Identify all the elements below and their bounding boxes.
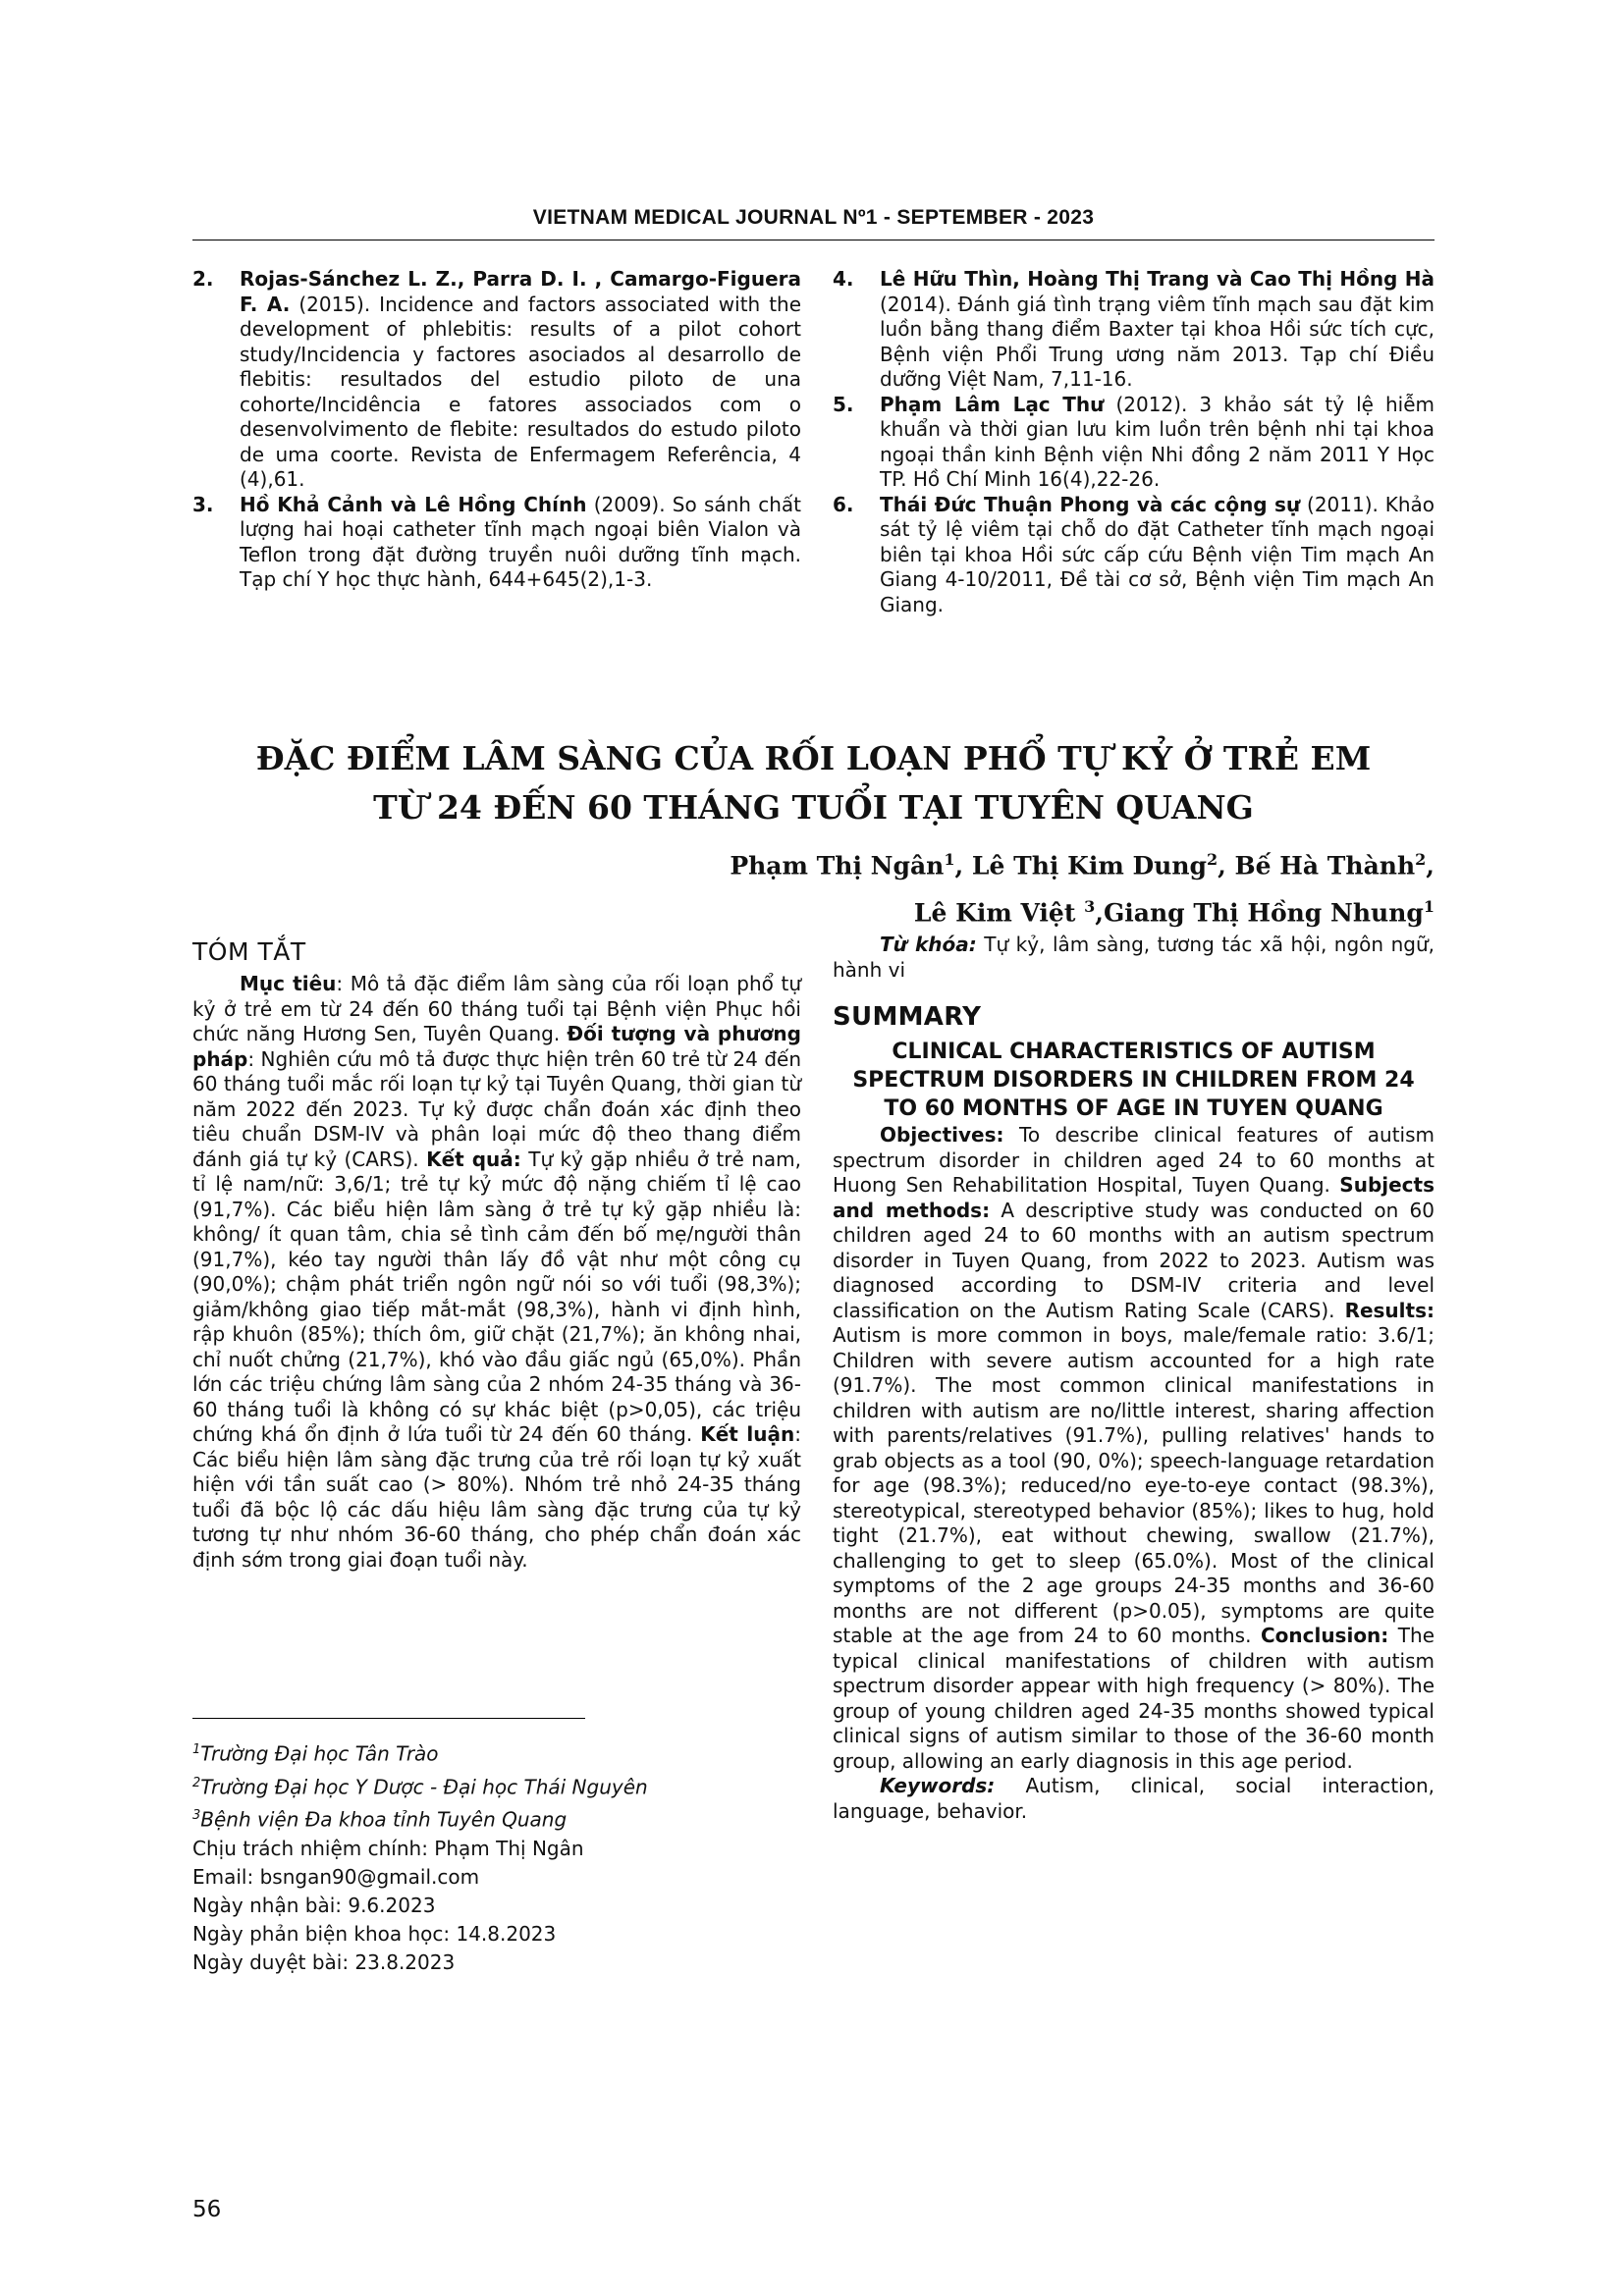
summary-english <box>833 933 1435 1824</box>
footnotes <box>192 1735 801 1977</box>
author-name: Lê Thị Kim Dung <box>971 851 1207 881</box>
author-name: Lê Kim Việt <box>913 898 1085 928</box>
corresponding-author: Chịu trách nhiệm chính: Phạm Thị Ngân <box>192 1836 584 1860</box>
reference-text: (2009). So sánh chất lượng hai hoại catheter tĩnh mạch ngoại biên Vialon và Teflon trong đặt đường truyền nuôi dưỡng tĩnh mạch. Tạp chí Y học thực hành, 644+645(2),1-3. <box>240 492 801 591</box>
author-separator: , <box>1218 851 1235 881</box>
objectives-label: Objectives: <box>880 1123 1004 1147</box>
keywords-label: Keywords: <box>880 1774 996 1797</box>
conclusion-text: The typical clinical manifestations of children with autism spectrum disorder appear with high frequency (> 80%). The group of young children aged 24-35 months showed typical clinical signs of autism similar to those of the 36-60 month group, allowing an early diagnosis in this age period. <box>833 1624 1435 1773</box>
results-label: Results: <box>1344 1298 1435 1322</box>
summary-body <box>833 1123 1435 1774</box>
reference-number: 6. <box>833 492 854 516</box>
conclusion-label: Kết luận <box>700 1422 795 1446</box>
article-title-line-1: ĐẶC ĐIỂM LÂM SÀNG CỦA RỐI LOẠN PHỔ TỰ KỶ Ở TRẺ EM <box>255 739 1372 777</box>
accepted-date: Ngày duyệt bài: 23.8.2023 <box>192 1949 456 1974</box>
reference-list-left <box>192 267 801 593</box>
results-text: Autism is more common in boys, male/female ratio: 3.6/1; Children with severe autism accounted for a high rate (91.7%). The most common clinical manifestations in children with autism are no/little interest, sharing affection with parents/relatives (91.7%), pulling relatives' hands to grab objects as a tool (90, 0%); speech-language retardation for age (98.3%); reduced/no eye-to-eye contact (98.3%), stereotypical, stereotyped behavior (85%); likes to hug, hold tight (21.7%), eat without chewing, swallow (21.7%), challenging to get to sleep (65.0%). Most of the clinical symptoms of the 2 age groups 24-35 months and 36-60 months are not different (p>0.05), symptoms are quite stable at the age from 24 to 60 months. <box>833 1323 1435 1647</box>
methods-text: : Nghiên cứu mô tả được thực hiện trên 60 trẻ từ 24 đến 60 tháng tuổi mắc rối loạn tự kỷ tại Tuyên Quang, thời gian từ năm 2022 đến 2023. Tự kỷ được chẩn đoán xác định theo tiêu chuẩn DSM-IV và phân loại mức độ theo thang điểm đánh giá tự kỷ (CARS). <box>192 1046 801 1171</box>
reference-item <box>192 267 801 493</box>
author-line-2 <box>491 886 1435 934</box>
reference-number: 3. <box>192 492 214 516</box>
author-affiliation-mark: 2 <box>1206 850 1218 869</box>
author-name: Bế Hà Thành <box>1234 851 1416 881</box>
subjects-label: Subjects and methods: <box>833 1173 1435 1222</box>
affiliation-3: $^3$Bệnh viện Đa khoa tỉnh Tuyên Quang <box>192 1807 568 1832</box>
running-header: VIETNAM MEDICAL JOURNAL Nº1 - SEPTEMBER - 2023 <box>532 206 1095 229</box>
reference-text: (2014). Đánh giá tình trạng viêm tĩnh mạch sau đặt kim luồn bằng thang điểm Baxter tại khoa Hồi sức tích cực, Bệnh viện Phổi Trung ương năm 2013. Tạp chí Điều dưỡng Việt Nam, 7,11-16. <box>880 292 1435 391</box>
author-list <box>491 839 1435 934</box>
results-label: Kết quả: <box>426 1147 521 1171</box>
reference-authors: Lê Hữu Thìn, Hoàng Thị Trang và Cao Thị Hồng Hà <box>880 267 1435 291</box>
reference-authors: Hồ Khả Cảnh và Lê Hồng Chính <box>240 492 587 516</box>
author-affiliation-mark: 1 <box>1423 897 1435 917</box>
objective-label: Mục tiêu <box>240 972 337 995</box>
keywords-text: Autism, clinical, social interaction, language, behavior. <box>833 1774 1435 1823</box>
affiliation-1: $^1$Trường Đại học Tân Trào <box>192 1741 439 1766</box>
received-date: Ngày nhận bài: 9.6.2023 <box>192 1893 436 1917</box>
english-title: CLINICAL CHARACTERISTICS OF AUTISM SPECTRUM DISORDERS IN CHILDREN FROM 24 TO 60 MONTHS OF AGE IN TUYEN QUANG <box>852 1040 1415 1121</box>
author-name: Giang Thị Hồng Nhung <box>1103 898 1424 928</box>
abstract-heading: TÓM TẮT <box>192 937 306 966</box>
author-line-1 <box>491 839 1435 886</box>
reference-item <box>833 393 1435 493</box>
abstract-body <box>192 972 801 1573</box>
reference-authors: Thái Đức Thuận Phong và các cộng sự <box>880 492 1301 516</box>
reference-text: (2011). Khảo sát tỷ lệ viêm tại chỗ do đặt Catheter tĩnh mạch ngoại biên tại khoa Hồi sức cấp cứu Bệnh viện Tim mạch An Giang 4-10/2011, Đề tài cơ sở, Bệnh viện Tim mạch An Giang. <box>880 492 1435 616</box>
affiliation-2: $^2$Trường Đại học Y Dược - Đại học Thái Nguyên <box>192 1775 648 1799</box>
footnote-divider <box>192 1718 585 1719</box>
objective-text: : Mô tả đặc điểm lâm sàng của rối loạn phổ tự kỷ ở trẻ em từ 24 đến 60 tháng tuổi tại Bệnh viện Phục hồi chức năng Hương Sen, Tuyên Quang. <box>192 972 801 1045</box>
reference-text: (2012). 3 khảo sát tỷ lệ hiễm khuẩn và thời gian lưu kim luồn trên bệnh nhi tại khoa ngoại thần kinh Bệnh viện Nhi đồng 2 năm 2011 Y Học TP. Hồ Chí Minh 16(4),22-26. <box>880 392 1435 491</box>
page-number: 56 <box>192 2197 222 2222</box>
conclusion-text: : Các biểu hiện lâm sàng đặc trưng của trẻ rối loạn tự kỷ xuất hiện với tần suất cao (> 80%). Nhóm trẻ nhỏ 24-35 tháng tuổi đã bộc lộ các dấu hiệu lâm sàng đặc trưng của tự kỷ tương tự như nhóm 36-60 tháng, cho phép chẩn đoán xác định sớm trong giai đoạn tuổi này. <box>192 1422 801 1572</box>
methods-label: Đối tượng và phương pháp <box>192 1022 801 1071</box>
keywords-label: Từ khóa: <box>880 933 977 956</box>
reference-number: 2. <box>192 267 214 291</box>
author-separator: , <box>1426 851 1435 881</box>
subjects-text: A descriptive study was conducted on 60 children aged 24 to 60 months with an autism spectrum disorder in Tuyen Quang, from 2022 to 2023. Autism was diagnosed according to DSM-IV criteria and level classification on the Autism Rating Scale (CARS). <box>833 1198 1435 1322</box>
reference-item <box>192 493 801 593</box>
article-title-line-2: TỪ 24 ĐẾN 60 THÁNG TUỔI TẠI TUYÊN QUANG <box>373 788 1254 827</box>
reference-authors: Phạm Lâm Lạc Thư <box>880 392 1105 416</box>
author-affiliation-mark: 3 <box>1084 897 1096 917</box>
author-separator: , <box>954 851 972 881</box>
keywords-vietnamese <box>833 933 1435 983</box>
reference-authors: Rojas-Sánchez L. Z., Parra D. I. , Camargo-Figuera F. A. <box>240 267 801 316</box>
reference-number: 5. <box>833 392 854 416</box>
author-separator: , <box>1095 898 1104 928</box>
reference-item <box>833 493 1435 618</box>
review-date: Ngày phản biện khoa học: 14.8.2023 <box>192 1921 557 1946</box>
summary-heading: SUMMARY <box>833 1002 982 1032</box>
author-name: Phạm Thị Ngân <box>730 851 945 881</box>
results-text: Tự kỷ gặp nhiều ở trẻ nam, tỉ lệ nam/nữ: 3,6/1; trẻ tự kỷ mức độ nặng chiếm tỉ lệ cao (91,7%). Các biểu hiện lâm sàng ở trẻ tự kỷ gặp nhiều là: không/ ít quan tâm, chia sẻ tình cảm đến bố mẹ/người thân (91,7%), kéo tay người thân lấy đồ vật như một công cụ (90,0%); chậm phát triển ngôn ngữ nói so với tuổi (98,3%); giảm/không giao tiếp mắt-mắt (98,3%), hành vi định hình, rập khuôn (85%); thích ôm, giữ chặt (21,7%); ăn không nhai, chỉ nuốt chửng (21,7%), khó vào đầu giấc ngủ (65,0%). Phần lớn các triệu chứng lâm sàng của 2 nhóm 24-35 tháng và 36-60 tháng tuổi là không có sự khác biệt (p>0,05), các triệu chứng khá ổn định ở lứa tuổi từ 24 đến 60 tháng. <box>192 1147 802 1446</box>
author-affiliation-mark: 1 <box>944 850 955 869</box>
reference-number: 4. <box>833 267 854 291</box>
article-title <box>192 734 1435 832</box>
reference-list-right <box>833 267 1435 617</box>
reference-item <box>833 267 1435 393</box>
keywords-english <box>833 1774 1435 1824</box>
abstract-vietnamese <box>192 937 801 1573</box>
email-line: Email: bsngan90@gmail.com <box>192 1864 480 1889</box>
reference-text: (2015). Incidence and factors associated with the development of phlebitis: results of a pilot cohort study/Incidencia y factores asociados al desarrollo de flebitis: resultados del estudio piloto de una cohorte/Incidência e fatores associados com o desenvolvimento de flebite: resultados do estudo piloto de uma coorte. Revista de Enfermagem Referência, 4 (4),61. <box>240 292 802 491</box>
keywords-text: Tự kỷ, lâm sàng, tương tác xã hội, ngôn ngữ, hành vi <box>833 933 1435 982</box>
author-affiliation-mark: 2 <box>1415 850 1427 869</box>
conclusion-label: Conclusion: <box>1260 1624 1389 1647</box>
objectives-text: To describe clinical features of autism spectrum disorder in children aged 24 to 60 months at Huong Sen Rehabilitation Hospital, Tuyen Quang. <box>833 1123 1435 1197</box>
